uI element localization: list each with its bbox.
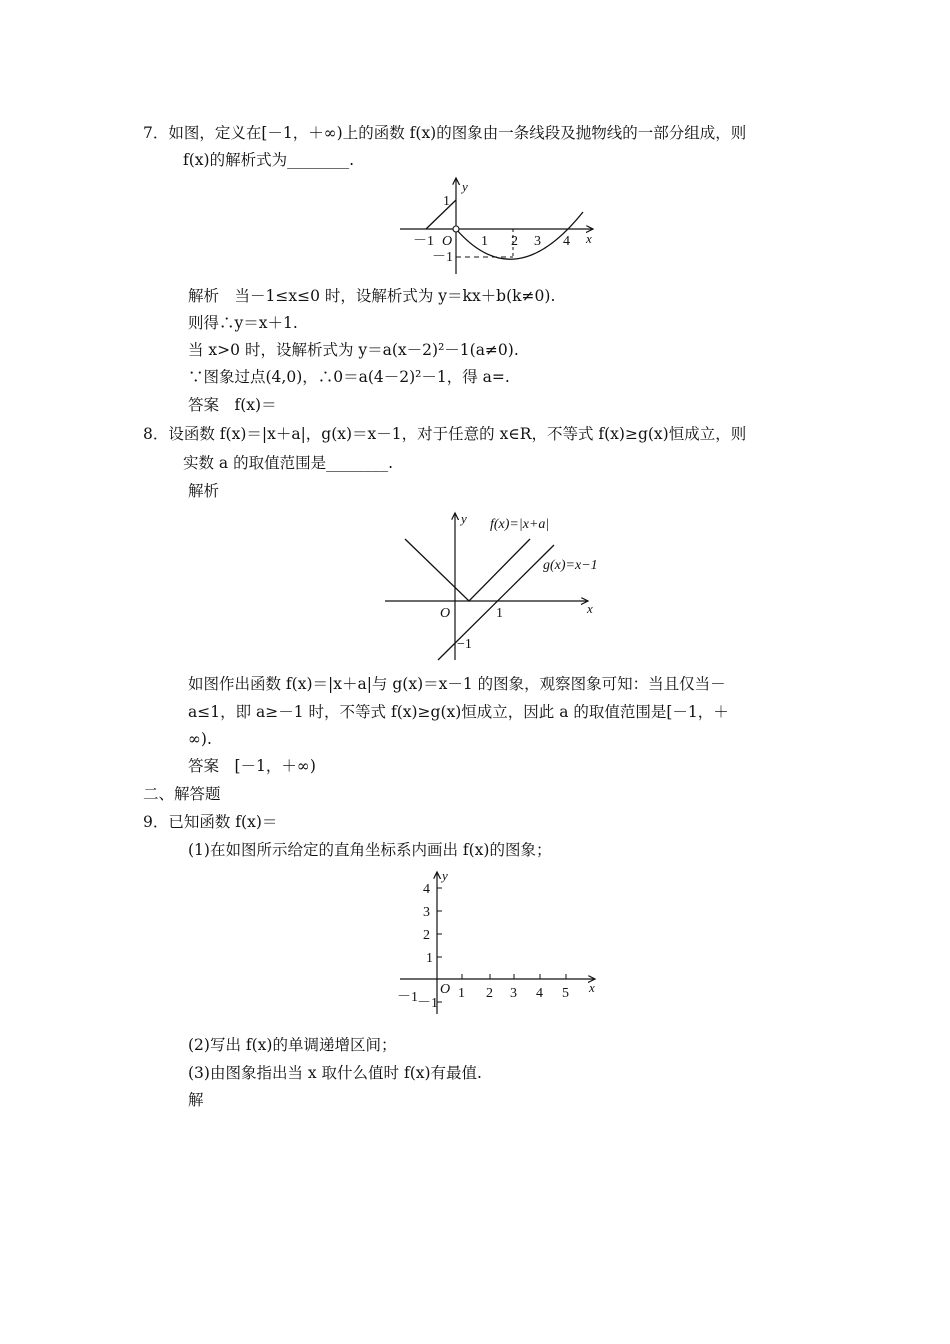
- q9-label-yneg1: －1: [417, 996, 438, 1011]
- q9-label-y4: 4: [423, 882, 430, 897]
- q7-solution-4: ∵图象过点(4,0)，∴0＝a(4－2)²－1，得 a=.: [188, 368, 510, 386]
- q7-label-x3: 3: [534, 234, 541, 249]
- q9-label-o: O: [440, 982, 451, 997]
- q7-label-1: 1: [443, 194, 450, 209]
- q7-label-yneg1: －1: [432, 250, 453, 265]
- q8-fx-graph: [405, 539, 530, 601]
- q8-figure: [380, 505, 610, 665]
- q7-segment: [426, 200, 456, 229]
- q9-label-xneg1: －1: [397, 990, 418, 1005]
- q7-label-o: O: [442, 234, 453, 249]
- q8-label-gx: g(x)=x−1: [543, 558, 598, 573]
- q8-label-o: O: [440, 606, 451, 621]
- section-heading: 二、解答题: [143, 785, 221, 803]
- q7-label-x1: 1: [481, 234, 488, 249]
- q9-label-y2: 2: [423, 928, 430, 943]
- q9-line1: 9．已知函数 f(x)＝: [143, 813, 278, 831]
- q8-label-fx: f(x)=|x+a|: [490, 517, 550, 532]
- q9-part2: (2)写出 f(x)的单调递增区间；: [188, 1036, 397, 1054]
- q8-solution-3: ∞).: [188, 730, 212, 748]
- q8-answer: 答案 [－1，＋∞): [188, 757, 316, 775]
- q7-line1: 7．如图，定义在[－1，＋∞)上的函数 f(x)的图象由一条线段及抛物线的一部分组成，则: [143, 124, 747, 142]
- q9-figure: [395, 864, 610, 1024]
- q9-part1: (1)在如图所示给定的直角坐标系内画出 f(x)的图象；: [188, 841, 552, 859]
- q7-label-y: y: [462, 179, 468, 194]
- q8-line2: 实数 a 的取值范围是________.: [183, 454, 394, 472]
- q9-label-y1: 1: [426, 951, 433, 966]
- q7-solution-3: 当 x>0 时，设解析式为 y＝a(x－2)²－1(a≠0).: [188, 341, 519, 359]
- q7-open-point: [453, 226, 459, 232]
- q7-line2: f(x)的解析式为________.: [183, 151, 354, 169]
- q7-figure: [395, 172, 605, 280]
- q8-solution-1: 如图作出函数 f(x)＝|x＋a|与 g(x)＝x－1 的图象，观察图象可知：当且仅当－: [188, 675, 726, 693]
- q9-label-x4: 4: [536, 986, 543, 1001]
- q7-solution-2: 则得∴y＝x＋1.: [188, 314, 298, 332]
- q9-solution-label: 解: [188, 1091, 204, 1109]
- q8-label-neg1: −1: [457, 637, 472, 652]
- q9-label-x2: 2: [486, 986, 493, 1001]
- q9-label-x: x: [589, 980, 595, 995]
- q7-solution-1: 解析 当－1≤x≤0 时，设解析式为 y＝kx＋b(k≠0).: [188, 287, 556, 305]
- q7-label-x: x: [586, 231, 592, 246]
- q9-label-x3: 3: [510, 986, 517, 1001]
- q8-label-x: x: [587, 601, 593, 616]
- q7-label-neg1: －1: [413, 234, 434, 249]
- q8-solution-label: 解析: [188, 482, 220, 500]
- q9-label-x1: 1: [458, 986, 465, 1001]
- q8-label-y: y: [461, 511, 467, 526]
- q7-answer: 答案 f(x)＝: [188, 396, 277, 414]
- q9-part3: (3)由图象指出当 x 取什么值时 f(x)有最值.: [188, 1064, 482, 1082]
- q8-label-1: 1: [496, 606, 503, 621]
- q9-label-x5: 5: [562, 986, 569, 1001]
- q9-label-y: y: [442, 868, 448, 883]
- q7-label-x2: 2: [511, 234, 518, 249]
- q8-solution-2: a≤1，即 a≥－1 时，不等式 f(x)≥g(x)恒成立，因此 a 的取值范围是[－1，＋: [188, 703, 729, 721]
- q8-line1: 8．设函数 f(x)＝|x＋a|，g(x)＝x－1，对于任意的 x∈R，不等式 f(x)≥g(x)恒成立，则: [143, 425, 747, 443]
- q9-label-y3: 3: [423, 905, 430, 920]
- q7-label-x4: 4: [563, 234, 570, 249]
